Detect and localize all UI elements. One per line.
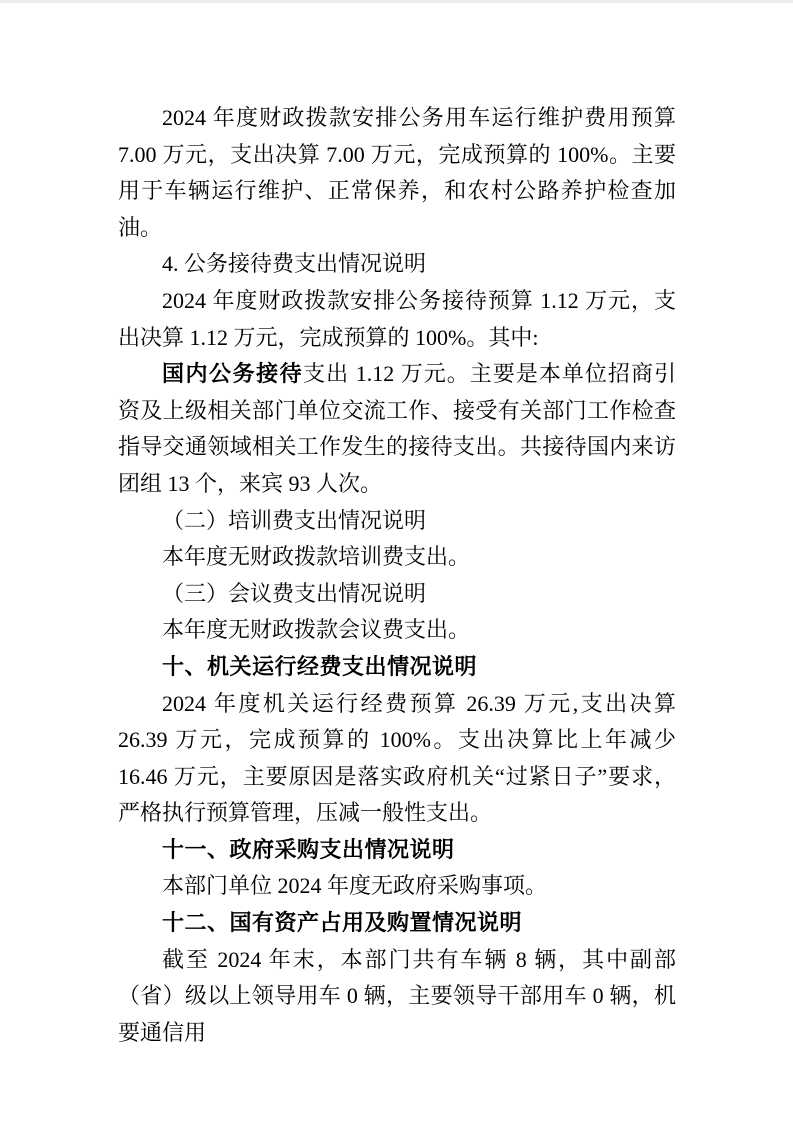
heading-state-assets: 十二、国有资产占用及购置情况说明 [162,910,523,936]
bold-lead-domestic-reception: 国内公务接待 [162,361,304,387]
para-domestic-reception-text: 支出 1.12 万元。主要是本单位招商引资及上级相关部门单位交流工作、接受有关部门工作检查指导交通领域相关工作发生的接待支出。共接待国内来访团组 13 个，来宾 93 人次。 [118,361,676,496]
para-vehicle-maintenance-budget: 2024 年度财政拨款安排公务用车运行维护费用预算 7.00 万元，支出决算 7.00 万元，完成预算的 100%。主要用于车辆运行维护、正常保养，和农村公路养护检查加油。 [118,105,676,240]
para-government-procurement: 本部门单位 2024 年度无政府采购事项。 [162,873,548,899]
heading-government-procurement: 十一、政府采购支出情况说明 [162,836,455,862]
heading-agency-operating-expenses: 十、机关运行经费支出情况说明 [162,653,478,679]
subheading-official-reception: 4. 公务接待费支出情况说明 [162,251,427,277]
para-state-assets-vehicles: 截至 2024 年末，本部门共有车辆 8 辆，其中副部（省）级以上领导用车 0 辆，主要领导干部用车 0 辆，机要通信用 [118,946,676,1045]
para-meeting-fee: 本年度无财政拨款会议费支出。 [162,617,471,643]
document-body [118,100,676,1051]
para-domestic-reception [118,356,676,502]
para-agency-operating-expenses: 2024 年度机关运行经费预算 26.39 万元,支出决算 26.39 万元，完成预算的 100%。支出决算比上年减少 16.46 万元，主要原因是落实政府机关“过紧日子”要求，严格执行预算管理，压减一般性支出。 [118,690,676,826]
para-reception-budget: 2024 年度财政拨款安排公务接待预算 1.12 万元，支出决算 1.12 万元，完成预算的 100%。其中: [118,287,676,350]
page-top-edge [0,0,793,3]
subheading-meeting-fee: （三）会议费支出情况说明 [162,580,427,606]
subheading-training-fee: （二）培训费支出情况说明 [162,507,427,533]
para-training-fee: 本年度无财政拨款培训费支出。 [162,544,471,570]
